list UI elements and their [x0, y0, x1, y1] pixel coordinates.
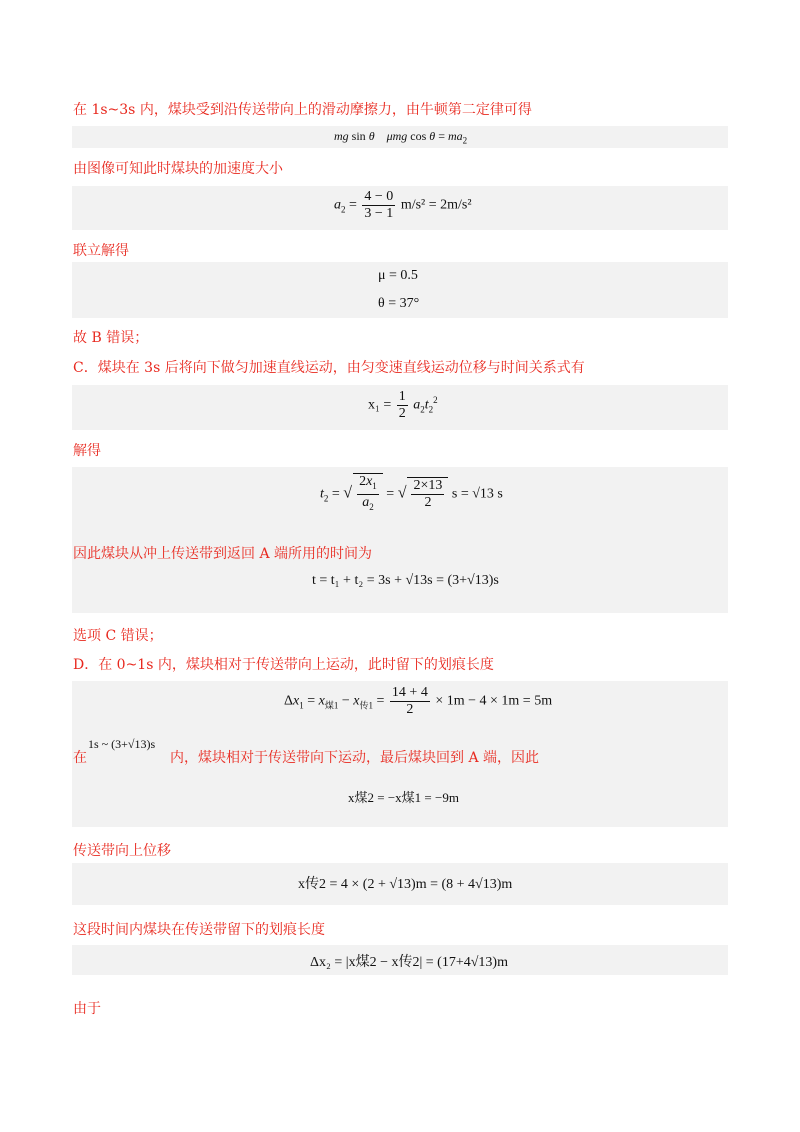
equation-newton-second-law: mg sin θ μmg $\cos \theta = ma_2$ — [334, 129, 468, 146]
fraction-acceleration: $\frac{4 - 0}{3 - 1}$ — [364, 189, 394, 221]
text-p2: 由图像可知此时煤块的加速度大小 — [73, 161, 283, 177]
text-p12: 这段时间内煤块在传送带留下的划痕长度 — [73, 922, 325, 938]
equation-coal-displacement: x煤2 = −x煤1 = −9m — [348, 790, 459, 805]
equation-scratch-2: Δx₂ = |x煤2 − x传2| = (17+4√13)m — [310, 955, 508, 970]
text-p8: 选项 C 错误； — [73, 628, 163, 644]
text-p13: 由于 — [73, 1001, 101, 1017]
equation-box-4 — [72, 385, 728, 430]
equation-total-time: t = t₁ + t₂ = 3s + √13s = (3+√13)s — [312, 573, 499, 588]
text-p3: 联立解得 — [73, 243, 129, 259]
text-p11: 传送带向上位移 — [73, 843, 171, 859]
equation-belt-displacement: x传2 = 4 × (2 + √13)m = (8 + 4√13)m — [298, 877, 513, 892]
equation-scratch-1: $\Delta x_1 = x_{煤1} - x_{传1}$ = $\frac{14 + 4}{2}$ × 1m − 4 × 1m = 5m — [284, 685, 553, 717]
text-p4: 故 B 错误； — [73, 330, 149, 346]
text-p7: 因此煤块从冲上传送带到返回 A 端所用的时间为 — [73, 546, 373, 562]
equation-mu: μ = 0.5 — [378, 268, 418, 283]
text-p5: C．煤块在 3s 后将向下做匀加速直线运动，由匀变速直线运动位移与时间关系式有 — [73, 360, 585, 376]
equation-box-3 — [72, 262, 728, 318]
text-p9: D．在 0~1s 内，煤块相对于传送带向上运动，此时留下的划痕长度 — [73, 657, 494, 673]
text-p10-post: 内，煤块相对于传送带向下运动，最后煤块回到 A 端，因此 — [170, 750, 540, 766]
equation-box-2 — [72, 186, 728, 230]
equation-theta: θ = 37° — [378, 296, 420, 311]
equation-box-8 — [72, 945, 728, 975]
equation-displacement: x₁ = $\frac{1}{2}$ $a_2t_2^2$ — [368, 389, 438, 421]
equation-box-6 — [72, 681, 728, 827]
text-p6: 解得 — [73, 443, 101, 459]
equation-t2: $t_2$ = √ $\frac{2x_1}{a_2}$ = √ $\frac{2\times 13}{2}$ s = √13 s — [320, 473, 503, 515]
equation-box-5 — [72, 467, 728, 613]
text-p1: 在 1s~3s 内，煤块受到沿传送带向上的滑动摩擦力，由牛顿第二定律可得 — [73, 102, 532, 118]
equation-acceleration: $a_2$ = $\frac{4 - 0}{3 - 1}$ m/s² = 2m/s² — [334, 189, 472, 221]
text-p10-pre: 在 — [73, 750, 87, 766]
equation-box-7 — [72, 863, 728, 905]
equation-box-1 — [72, 126, 728, 148]
equation-interval: 1s ~ (3+√13)s — [88, 737, 156, 751]
